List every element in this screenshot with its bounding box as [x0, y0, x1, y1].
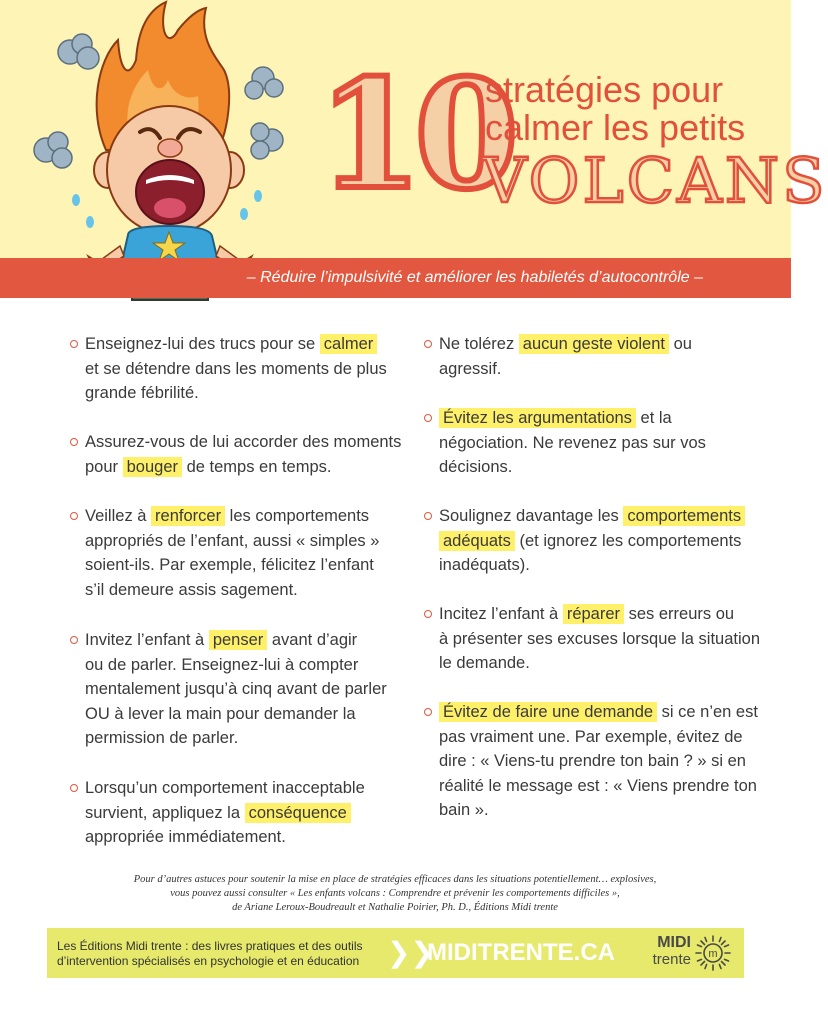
title-line-2: calmer les petits — [485, 107, 746, 148]
strategy-text: grande fébrilité. — [85, 384, 199, 402]
strategy-text: appropriés de l’enfant, aussi « simples » — [85, 531, 380, 550]
strategy-line — [85, 702, 405, 727]
strategy-line — [85, 332, 405, 357]
highlighted-keyword: conséquence — [245, 803, 351, 823]
strategy-text: (et ignorez les comportements — [514, 531, 742, 550]
strategy-text: à présenter ses excuses lorsque la situation — [439, 629, 761, 648]
strategy-line — [439, 332, 759, 357]
strategy-line — [439, 406, 759, 431]
strategy-text: dire : « Viens-tu prendre ton bain ? » si en — [439, 752, 746, 770]
highlighted-keyword: bouger — [123, 457, 182, 477]
strategy-text: s’il demeure assis sagement. — [85, 580, 298, 599]
strategy-line — [439, 749, 759, 774]
publisher-description — [57, 939, 362, 969]
strategy-text: mentalement jusqu’à cinq avant de parler — [85, 680, 387, 698]
strategy-line — [85, 726, 405, 751]
strategy-text: Incitez l’enfant à — [439, 605, 563, 623]
strategy-text: Veillez à — [85, 507, 152, 525]
strategy-text: Invitez l’enfant à — [85, 631, 209, 649]
title-line-1: stratégies pour — [485, 69, 724, 110]
highlighted-keyword: renforcer — [151, 506, 225, 526]
strategy-text: décisions. — [439, 458, 513, 476]
strategy-item — [70, 628, 405, 751]
strategy-line — [439, 774, 759, 799]
highlighted-keyword: calmer — [320, 334, 378, 354]
strategy-text: pour — [85, 457, 123, 476]
strategy-text: permission de parler. — [85, 729, 239, 747]
strategy-item — [70, 776, 405, 850]
strategy-text: réalité le message est : « Viens prendre ton — [439, 776, 757, 795]
strategy-item — [424, 504, 759, 578]
title-line-3: VOLCANS — [482, 144, 828, 217]
strategy-line — [439, 725, 759, 750]
subtitle: – Réduire l’impulsivité et améliorer les habiletés d’autocontrôle – — [246, 269, 703, 286]
strategy-line — [85, 776, 405, 801]
strategy-text: Soulignez davantage les — [439, 507, 624, 525]
strategy-line — [85, 825, 405, 850]
strategy-text: ou de parler. Enseignez-lui à compter — [85, 655, 359, 674]
strategy-item — [424, 332, 759, 381]
footnote-line-2: vous pouvez aussi consulter « Les enfants volcans : Comprendre et prévenir les comportements difficiles », — [170, 888, 620, 899]
strategy-item — [70, 332, 405, 406]
logo-trente-text: trente — [652, 951, 691, 968]
strategy-item — [424, 406, 759, 480]
strategy-line — [439, 627, 759, 652]
strategy-text: le demande. — [439, 654, 530, 672]
logo-midi-text: MIDI — [657, 934, 691, 951]
strategy-item — [424, 700, 759, 823]
strategy-line — [85, 455, 405, 480]
strategy-text: survient, appliquez la — [85, 803, 245, 822]
highlighted-keyword: penser — [209, 630, 267, 650]
strategy-text: négociation. Ne revenez pas sur vos — [439, 433, 706, 452]
highlighted-keyword: adéquats — [439, 531, 515, 551]
strategy-line — [85, 653, 405, 678]
strategy-line — [439, 700, 759, 725]
strategy-text: OU à lever la main pour demander la — [85, 704, 356, 723]
strategy-text: ses erreurs ou — [624, 605, 735, 623]
midi-trente-logo-icon — [694, 934, 732, 972]
strategy-line — [439, 357, 759, 382]
strategy-line — [439, 431, 759, 456]
subtitle-band — [0, 258, 791, 298]
strategy-text: bain ». — [439, 801, 489, 819]
footnote-line-3: de Ariane Leroux-Boudreault et Nathalie Poirier, Ph. D., Éditions Midi trente — [232, 902, 558, 913]
strategy-line — [439, 553, 759, 578]
strategy-line — [85, 578, 405, 603]
publisher-line-2: d’intervention spécialisés en psychologie et en éducation — [57, 954, 360, 968]
title-number: 10 — [318, 47, 511, 223]
strategy-text: ou — [668, 335, 692, 353]
strategy-text: soient-ils. Par exemple, félicitez l’enfant — [85, 556, 374, 574]
strategy-text: et la — [635, 409, 672, 427]
strategy-text: pas vraiment une. Par exemple, évitez de — [439, 727, 743, 746]
strategy-item — [70, 504, 405, 602]
strategy-line — [85, 677, 405, 702]
strategy-text: et se détendre dans les moments de plus — [85, 359, 387, 378]
highlighted-keyword: comportements — [623, 506, 745, 526]
highlighted-keyword: aucun geste violent — [519, 334, 669, 354]
strategy-item — [424, 602, 759, 676]
highlighted-keyword: réparer — [563, 604, 624, 624]
strategy-line — [85, 504, 405, 529]
logo-mark-letter: m — [708, 948, 718, 960]
strategy-line — [85, 357, 405, 382]
strategy-text: si ce n’en est — [657, 703, 758, 721]
strategy-item — [70, 430, 405, 479]
strategy-line — [85, 628, 405, 653]
footnote — [70, 873, 720, 915]
strategy-text: agressif. — [439, 359, 502, 378]
footnote-line-1: Pour d’autres astuces pour soutenir la mise en place de stratégies efficaces dans les situations potentiellement… explosives, — [133, 874, 657, 885]
strategy-line — [439, 455, 759, 480]
footer-banner — [47, 928, 744, 978]
strategy-line — [85, 553, 405, 578]
highlighted-keyword: Évitez les argumentations — [439, 408, 636, 428]
angry-child-illustration — [28, 0, 278, 300]
strategy-text: les comportements — [225, 507, 370, 525]
strategy-text: Enseignez-lui des trucs pour se — [85, 335, 320, 353]
strategy-line — [85, 801, 405, 826]
strategy-text: Assurez-vous de lui accorder des moments — [85, 433, 402, 451]
strategy-text: appropriée immédiatement. — [85, 828, 286, 846]
strategy-text: Ne tolérez — [439, 335, 519, 353]
strategy-text: de temps en temps. — [182, 457, 332, 476]
strategy-line — [439, 504, 759, 529]
strategy-line — [85, 430, 405, 455]
strategy-line — [85, 529, 405, 554]
strategy-text: inadéquats). — [439, 556, 530, 574]
highlighted-keyword: Évitez de faire une demande — [439, 702, 657, 722]
strategy-line — [439, 798, 759, 823]
strategy-line — [85, 381, 405, 406]
double-chevron-right-icon: ❯❯ — [387, 936, 434, 969]
website-link[interactable]: MIDITRENTE.CA — [427, 939, 615, 966]
publisher-line-1: Les Éditions Midi trente : des livres pratiques et des outils — [57, 939, 363, 953]
strategy-text: Lorsqu’un comportement inacceptable — [85, 779, 365, 797]
strategy-line — [439, 602, 759, 627]
strategy-line — [439, 651, 759, 676]
strategy-line — [439, 529, 759, 554]
strategy-text: avant d’agir — [267, 631, 358, 649]
